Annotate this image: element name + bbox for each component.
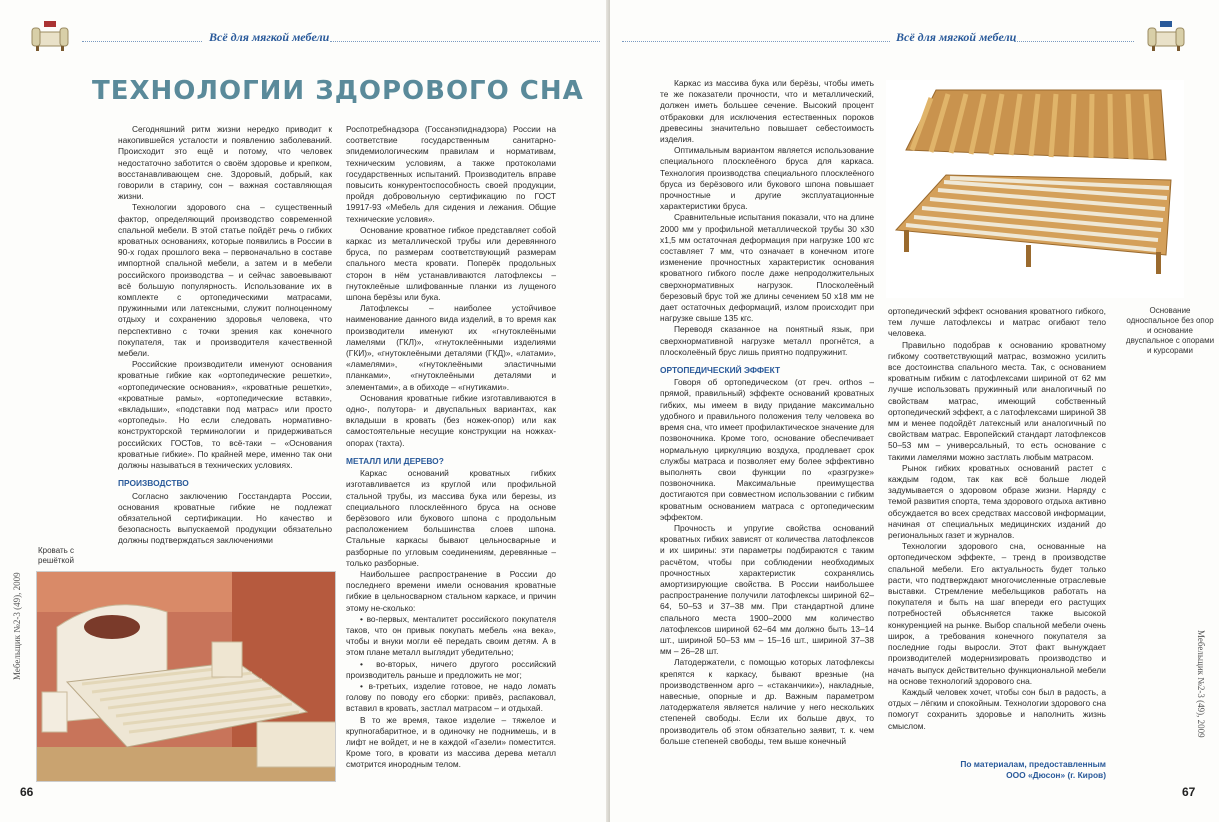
header-rule: [1014, 41, 1134, 42]
paragraph: Латофлексы – наиболее устойчивое наименование данного вида изделий, в то время как производители именуют их «гнутоклеёными ламелями (ГКЛ)», «гнутоклеёнными изделиями (ГКИ)», «гнутоклеёными деталями (ГКД)», «латами», «ламелями», «гнутоклеёными эластичными планками», «гнутоклеёными деталями и элементами», а в обиходе – «гнутиками».: [346, 303, 556, 392]
paragraph: Российские производители именуют основания кроватные гибкие как «ортопедические решетки», «ортопедические основания», «кроватные решетки», «кроватные рамы», «ортопедические вставки», «вкладыши», «подставки под матрас» или просто «ортопеды». Но если следовать нормативно-конструкторской терминологии и придерживаться российских ГОСТов, то всё-таки – «Основания кроватные гибкие». По крайней мере, именно так они должны называться в технических условиях.: [118, 359, 332, 471]
paragraph: Оптимальным вариантом является использование специального плосклеёного бруса для каркаса. Технология производства специального плосклеёного бруса из берёзового или букового шпона повышает прочностные и другие эксплуатационные характеристики бруса.: [660, 145, 874, 212]
bed-photo: [36, 571, 336, 782]
side-issue-text: Мебельщик №2-3 (49), 2009: [12, 572, 22, 680]
paragraph: Говоря об ортопедическом (от греч. orthos – прямой, правильный) эффекте оснований кроватных гибких, мы имеем в виду придание максимально удобного и правильного положения телу человека во время сна, что имеет профилактическое значение для позвоночника. Кроме того, основание обеспечивает нормальную циркуляцию воздуха, продлевает срок службы матраса и позволяет ему более эффективно выполнять свои функции по «разгрузке» позвоночника. Максимальные преимущества достигаются при совместном использовании с гибким кроватным основанием матраса с ортопедическим эффектом.: [660, 377, 874, 522]
list-item: • в-третьих, изделие готовое, не надо ломать голову по поводу его сборки: привёз, распаковал, вставил в кровать, застлал матрасом – и отдыхай.: [346, 680, 556, 714]
paragraph: Сравнительные испытания показали, что на длине 2000 мм у профильной металлической трубы 30 х30 х1,5 мм остаточная деформация при нагрузке 100 кгс составляет 7 мм, что означает в конечном итоге изменение прочностных характеристик основания кроватного гибкого после даже непродолжительных сверхнормативных нагрузок. Плосколеёный березовый брус той же длины сечением 50 х18 мм не дает остаточных деформаций, излом происходит при нагрузке свыше 135 кгс.: [660, 212, 874, 324]
bed-bases-photo: [886, 80, 1184, 298]
bed-illustration: [37, 572, 336, 782]
paragraph: Сегодняшний ритм жизни нередко приводит к накопившейся усталости и появлению заболеваний. Происходит это ещё и потому, что человек недостаточно заботится о своём здоровье и крепком, восстанавливающем сне. Здоровый, добрый, как говорили в старину, сон – важная составляющая жизни.: [118, 124, 332, 202]
list-item: • во-первых, менталитет российского покупателя таков, что он привык покупать мебель «на века», чтобы и внуки могли её передать своим детям. А в этом плане металл выглядит убедительно;: [346, 613, 556, 658]
paragraph: Латодержатели, с помощью которых латофлексы крепятся к каркасу, бывают врезные (на производственном арго – «стаканчики»), накладные, навесные, опорные и др. Важным параметром латодержателя является наличие у него нескольких степеней свободы. Если их больше двух, то производитель об этом обязательно заявит, т. к. чем больше степеней свободы, тем выше конечный: [660, 657, 874, 746]
left-page: [0, 0, 609, 822]
header-rule: [330, 41, 600, 42]
section-heading: ПРОИЗВОДСТВО: [118, 478, 189, 489]
right-column-2: [888, 306, 1106, 732]
section-heading: МЕТАЛЛ ИЛИ ДЕРЕВО?: [346, 455, 444, 466]
article-title: ТЕХНОЛОГИИ ЗДОРОВОГО СНА: [92, 76, 584, 106]
paragraph: ортопедический эффект основания кроватного гибкого, тем лучше латофлексы и матрас огибают тело человека.: [888, 306, 1106, 339]
section-heading: ОРТОПЕДИЧЕСКИЙ ЭФФЕКТ: [660, 365, 781, 376]
paragraph: Каждый человек хочет, чтобы сон был в радость, а отдых – лёгким и спокойным. Технологии здорового сна помогут сохранить здоровье и наполнить жизнь смыслом.: [888, 686, 1106, 731]
paragraph: Роспотребнадзора (Госсанэпиднадзора) России на соответствие государственным санитарно-эпидемиологическим правилам и нормативам, техническим условиям, а также протоколами государственных испытаний. Производитель вправе повысить конкурентоспособность своей продукции, пройдя добровольную сертификацию по ГОСТ 19917-93 «Мебель для сидения и лежания. Общие технические условия».: [346, 124, 556, 224]
header-rule: [82, 41, 202, 42]
source-credit: [888, 759, 1106, 781]
right-column-1: [660, 78, 874, 747]
source-line: ООО «Дюсон» (г. Киров): [1006, 770, 1106, 780]
paragraph: Технологии здорового сна, основанные на ортопедическом эффекте, – тренд в производстве спальной мебели. Его актуальность будет только расти, что подтверждают многочисленные отраслевые выставки. Стремление мебельщиков работать на покупателя и быть на шаг впереди его растущих потребностей объясняется также высокой конкуренцией на рынке. Выбор спальной мебели очень широк, а требования конечного покупателя за последние годы выросли. Этот факт вынуждает производителей модернизировать производство и начать выпуск действительно функциональной мебели на основе технологий здорового сна.: [888, 541, 1106, 686]
page-number: 66: [20, 785, 34, 799]
header-rule: [622, 41, 890, 42]
source-line: По материалам, предоставленным: [960, 759, 1106, 769]
paragraph: Прочность и упругие свойства оснований кроватных гибких зависят от количества латофлексов и их ширины: эти параметры подбираются с таким расчётом, чтобы при соблюдении необходимых прочностных характеристик сохранялись амортизирующие свойства. В России наибольшее распространение получили латофлексы шириной 62–64, 50–53 и 37–38 мм. При стандартной длине спального места 1900–2000 мм количество латофлексов шириной 62–64 мм должно быть 13–14 шт., шириной 50–53 мм – 15–16 шт., шириной 37–38 мм – 26–28 шт.: [660, 522, 874, 657]
paragraph: Каркас из массива бука или берёзы, чтобы иметь те же показатели прочности, что и металлический, должен иметь большее сечение. Высокий процент отбраковки для исключения естественных пороков древесины значительно повышает себестоимость изделия.: [660, 78, 874, 145]
paragraph: В то же время, такое изделие – тяжелое и крупногабаритное, и в одиночку не поднимешь, и в лифт не войдет, и не в каждой «Газели» поместится. Кроме того, в кровати из массива дерева металл смотрится инородным телом.: [346, 714, 556, 770]
paragraph: Основание кроватное гибкое представляет собой каркас из металлической трубы или деревянного бруса, по размерам соответствующий размерам спального места кровати. Поперёк продольных сторон в нём устанавливаются латофлексы – гнутоклеёные шлифованные планки из лущеного шпона берёзы или бука.: [346, 224, 556, 303]
list-item: • во-вторых, ничего другого российский производитель раньше и предложить не мог;: [346, 658, 556, 680]
photo-caption: Кровать с решёткой: [38, 546, 75, 565]
left-column-1: [118, 124, 332, 547]
photo-caption: Основание односпальное без опор и основание двуспальное с опорами и курсорами: [1125, 306, 1215, 355]
paragraph: Наибольшее распространение в России до последнего времени имели основания кроватные гибкие в цельносварном стальном каркасе, и причин этому не-сколько:: [346, 568, 556, 613]
paragraph: Переводя сказанное на понятный язык, при сверхнормативной нагрузке металл прогнётся, а плосколеёный брус лишь приятно подпружинит.: [660, 324, 874, 357]
paragraph: Согласно заключению Госстандарта России, основания кроватные гибкие не подлежат обязательной сертификации. Но качество и безопасность выпускаемой продукции обязательно должны подтверждаться заключениями: [118, 490, 332, 546]
paragraph: Правильно подобрав к основанию кроватному гибкому соответствующий матрас, возможно усилить все достоинства спального места. Так, с основанием кроватным гибким с латофлексами шириной от 62 мм лучше использовать пружинный или аналогичный по свойствам матрас, имеющий собственный ортопедический эффект, а с латофлексами шириной 38 мм и менее подойдёт латексный или аналогичный по свойствам матрас. Европейский стандарт латофлексов 50–53 мм – универсальный, то есть основание с такими ламелями можно застлать любым матрасом.: [888, 339, 1106, 462]
section-header: Всё для мягкой мебели: [896, 30, 1017, 44]
section-header: Всё для мягкой мебели: [209, 30, 330, 44]
sofa-logo-icon: [30, 18, 70, 54]
sofa-logo-icon: [1146, 18, 1186, 54]
side-issue-text: Мебельщик №2-3 (49), 2009: [1196, 630, 1206, 738]
page-number: 67: [1182, 785, 1196, 799]
bullet-list: [346, 614, 556, 715]
paragraph: Рынок гибких кроватных оснований растет с каждым годом, так как всё больше людей задумывается о здоровом образе жизни. Наряду с темой развития спорта, тема здорового отдыха активно обсуждается во всех средствах массовой информации, начиная от специальных медицинских изданий до региональных газет и журналов.: [888, 462, 1106, 541]
right-page: [610, 0, 1219, 822]
slatted-bases-illustration: [886, 80, 1184, 298]
paragraph: Каркас оснований кроватных гибких изготавливается из круглой или профильной стальной трубы, из массива бука или березы, из специального плосклеённого бруса на основе берёзового или букового шпона с продольным расположением большинства слоев шпона. Стальные каркасы бывают цельносварные и разборные по угловым соединениям, деревянные – только разборные.: [346, 468, 556, 568]
left-column-2: [346, 124, 556, 771]
paragraph: Основания кроватные гибкие изготавливаются в одно-, полутора- и двуспальных вариантах, как вкладыши в кровать (без ножек-опор) или как самостоятельные несущие конструкции на ножках-опорах (тахта).: [346, 392, 556, 448]
paragraph: Технологии здорового сна – существенный фактор, определяющий производство современной спальной мебели. В этой статье пойдёт речь о гибких кроватных основаниях, которые появились в России в 90-х годах прошлого века – первоначально в составе импортной спальной мебели, а затем и в мебели российского производства – и сейчас завоевывают всё большую популярность. Использование их в комплекте с ортопедическими матрасами, пружинными или латексными, служит полноценному отдыху и сохранению здоровья человека, что перспективно с точки зрения как конечного покупателя, так и производителя качественной мебели.: [118, 202, 332, 359]
